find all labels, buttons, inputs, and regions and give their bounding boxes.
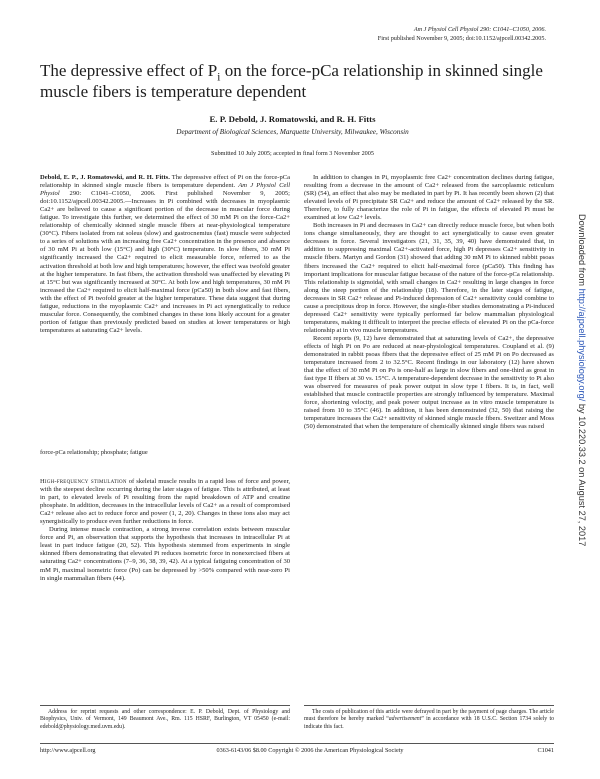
keywords: force-pCa relationship; phosphate; fatigue: [40, 449, 148, 456]
page-charges-text-1: The costs of publication of this article were defrayed in part by the payment of page charges. The article must therefore be hereby marked “: [304, 709, 554, 723]
article-title: The depressive effect of $P_i$ on the force-pCa relationship in skinned single muscle fibers is temperature dependent: [40, 61, 543, 101]
abstract-body: 290: C1041–C1050, 2006. First published November 9, 2005; doi:10.1152/ajpcell.00342.2005.—Increases in Pi combined with decreases in myoplasmic Ca2+ are believed to cause a significant portion of the decrease in muscular force during fatigue. To investigate this further, we determined the effect of 30 mM Pi on the force-Ca2+ relationship of chemically skinned single muscle fibers at near-physiological temperature (30°C). Fibers isolated from rat soleus (slow) and gastrocnemius (fast) muscle were subjected to a series of solutions with an increasing free Ca2+ concentration in the presence and absence of 30 mM Pi at both low (15°C) and high (30°C) temperature. In slow fibers, 30 mM Pi significantly increased the Ca2+ required to elicit measurable force, referred to as the activation threshold at both low and high temperatures; however, the effect was twofold greater at the higher temperature. In fast fibers, the activation threshold was unaffected by elevating Pi at 15°C but was significantly increased at 30°C. At both low and high temperatures, 30 mM Pi increased the Ca2+ required to elicit half-maximal force (pCa50) in both slow and fast fibers, with the effect of Pi twofold greater at the higher temperature. These data suggest that during fatigue, reductions in the myoplasmic Ca2+ and increases in Pi act synergistically to reduce muscular force. Consequently, the combined changes in these ions likely account for a greater portion of fatigue than previously predicted based on studies at lower temperatures or high temperatures at saturating Ca2+ levels.: [40, 190, 290, 334]
right-paragraph-1: In addition to changes in Pi, myoplasmic free Ca2+ concentration declines during fatigue, resulting from a decrease in the amount of Ca2+ released from the sarcoplasmic reticulum (SR) (54), an effect that also may be mediated in part by Pi. It has recently been shown (2) that elevated levels of Pi precipitate SR Ca2+ and reduce the amount of Ca2+ released by the SR. Therefore, to fully characterize the role of Pi in fatigue, the effects of elevated Pi must be examined at low Ca2+ levels.: [304, 174, 554, 222]
intro-lead-in: High-frequency stimulation: [40, 478, 127, 485]
abstract: [40, 174, 290, 335]
abstract-citation-journal: Am J Physiol Cell Physiol: [40, 182, 291, 198]
affiliation: Department of Biological Sciences, Marquette University, Milwaukee, Wisconsin: [176, 128, 409, 136]
footer-url[interactable]: http://www.ajpcell.org: [40, 747, 96, 754]
submission-dates: Submitted 10 July 2005; accepted in final form 3 November 2005: [211, 150, 374, 157]
page-charges-text-2: ” in accordance with 18 U.S.C. Section 1734 solely to indicate this fact.: [304, 716, 554, 730]
intro-paragraph-1: of skeletal muscle results in a rapid loss of force and power, with the steepest decline occurring during the later stages of fatigue. This is attributed, at least in part, to elevated levels of Pi resulting from the rapid breakdown of ATP and creatine phosphate. In addition, decreases in the intracellular levels of Ca2+ as a result of compromised Ca2+ release also act to reduce force and power (1, 2, 20). Changes in these ions also may act synergistically to produce even further reductions in force.: [40, 478, 290, 526]
correspondence-footnote: [40, 709, 290, 731]
first-published-line: First published November 9, 2005; doi:10.1152/ajpcell.00342.2005.: [377, 34, 546, 42]
right-paragraph-2: Both increases in Pi and decreases in Ca2+ can directly reduce muscle force, but when both ions change simultaneously, they are thought to act synergistically to cause even greater decreases in force. Several investigators (21, 31, 35, 39, 40) have demonstrated that, in addition to suppressing maximal Ca2+-activated force, high Pi depresses Ca2+ sensitivity in muscle fibers. Martyn and Gordon (31) showed that adding 30 mM Pi to skinned rabbit psoas fibers increased the Ca2+ required to elicit half-maximal force (pCa50). This finding has important implications for muscular fatigue because of the nature of the force-pCa relationship. This relationship is sigmoidal, with small changes in Ca2+ resulting in large changes in force along the steep portion of the relationship (18). Therefore, in the later stages of fatigue, decreases in SR Ca2+ release and Pi-induced depression of Ca2+ sensitivity could combine to cause a precipitous drop in force. However, the single-fiber studies demonstrating a Pi-induced depressed Ca2+ sensitivity were typically performed far below mammalian physiological temperatures, making it difficult to interpret the precise effects of elevated Pi on the pCa-force relationship at in vivo muscle temperatures.: [304, 222, 554, 334]
footnote-divider-left: [40, 705, 290, 706]
watermark-link[interactable]: http://ajpcell.physiology.org/: [577, 288, 587, 402]
watermark-prefix: Downloaded from: [577, 214, 587, 289]
footer-copyright: 0363-6143/06 $8.00 Copyright © 2006 the American Physiological Society: [216, 747, 404, 754]
journal-citation: Am J Physiol Cell Physiol 290: C1041–C1050, 2006.: [413, 26, 546, 33]
footnote-divider-right: [304, 705, 554, 706]
right-paragraph-3: Recent reports (9, 12) have demonstrated that at saturating levels of Ca2+, the depressive effects of high Pi on Po are reduced at near-physiological temperatures. Coupland et al. (9) demonstrated in rabbit psoas fibers that the depressive effect of 25 mM Pi on Po decreased as temperature increased from 2 to 32.5°C. Recent findings in our laboratory (12) have shown that the effect of 30 mM Pi on Po is one-half as large in slow fibers and one-third as great in fast type II fibers at 30 vs. 15°C. A temperature-dependent decrease in the sensitivity to Pi also was observed for measures of peak power output in slow type I fibers. It is, in fact, well established that muscle contractile properties are strongly influenced by temperature. Maximal force, shortening velocity, and peak power output increase as in vitro muscle temperature is raised from 10 to 35°C (46). In addition, it has been demonstrated (32, 50) that raising the temperature increases the Ca2+ sensitivity of skinned single muscle fibers. Sweitzer and Moss (50) demonstrated that when the temperature of chemically skinned single fibers was raised: [304, 334, 554, 431]
abstract-citation-text: The depressive effect of Pi on the force-pCa relationship in skinned single muscle fibers is temperature dependent.: [40, 174, 290, 190]
download-watermark: [573, 214, 589, 570]
author-list: E. P. Debold, J. Romatowski, and R. H. Fitts: [209, 114, 376, 124]
watermark-suffix: by 10.220.33.2 on August 27, 2017: [577, 401, 587, 547]
left-column-body: [40, 478, 290, 583]
page-number: C1041: [537, 747, 554, 754]
correspondence-address: Address for reprint requests and other correspondence: E. P. Debold, Dept. of Physiology and Biophysics, Univ. of Vermont, 149 Beaumont Ave., Rm. 115 HSRF, Burlington, VT 05450 (e-mail: edebold@physiology.med.uvm.edu).: [40, 709, 290, 730]
intro-paragraph-2: During intense muscle contraction, a strong inverse correlation exists between muscular force and Pi, an observation that supports the hypothesis that increases in intracellular Pi at least in part induce fatigue (20, 52). This hypothesis stemmed from experiments in single skinned fibers demonstrating that elevated Pi reduces isometric force in nonexercised fibers at saturating Ca2+ concentrations (7–9, 36, 38, 39, 42). At a typical fatiguing concentration of 30 mM Pi, maximal isometric force (Po) can be depressed by >50% compared with near-zero Pi in single mammalian fibers (44).: [40, 526, 290, 582]
journal-header: [378, 26, 546, 43]
footer-divider: [40, 743, 554, 744]
page-charges-footnote: [304, 709, 554, 731]
right-column-body: [304, 174, 554, 432]
abstract-citation-authors: Debold, E. P., J. Romatowski, and R. H. Fitts.: [40, 174, 170, 181]
page-charges-advertisement: advertisement: [388, 716, 422, 723]
